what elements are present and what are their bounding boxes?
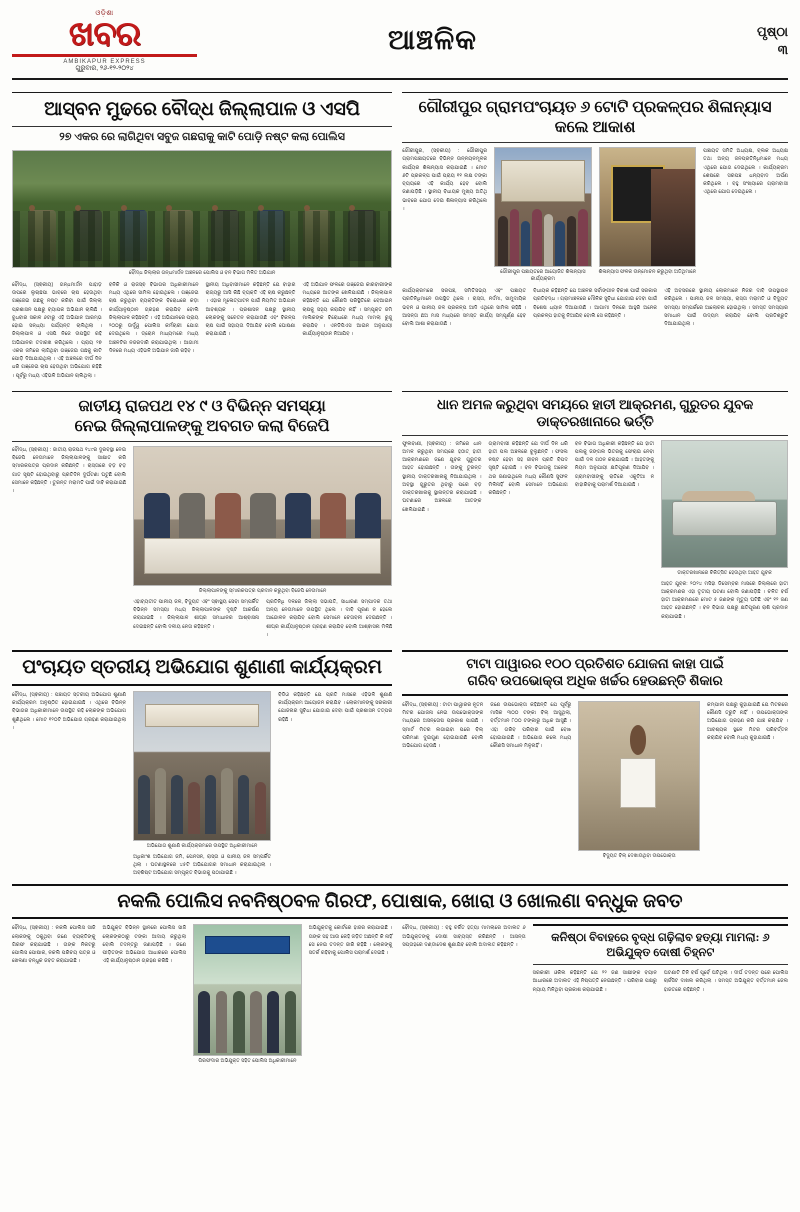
story2-col-5: ପଞ୍ଚାୟତ ସମିତି ଅଧ୍ୟକ୍ଷ, ବ୍ଲକ ଅଧ୍ୟକ୍ଷ ତଥା ଅନ୍ୟ ଜନପ୍ରତିନିଧିମାନେ ମଧ୍ୟ ଏଥିରେ ଯୋଗ ଦେଇଥିଲେ । କାର୍ଯ୍ୟକ୍ରମ ଶେଷରେ ସରପଞ୍ଚ ଧନ୍ୟବାଦ ଅର୍ପଣ କରିଥିଲେ । ବହୁ ସଂଖ୍ୟାରେ ଗ୍ରାମବାସୀ ଏଥିରେ ଯୋଗ ଦେଇଥିଲେ । (703, 148, 788, 196)
masthead (12, 10, 788, 80)
story7-banner (12, 884, 788, 920)
story5-col-1: ବୌଦ୍ଧ, (ସ୍ଵକୀୟ) : ପଞ୍ଚାୟତ ସ୍ତରୀୟ ଅଭିଯୋଗ ଶୁଣାଣି କାର୍ଯ୍ୟକ୍ରମ ଅନୁଷ୍ଠିତ ହୋଇଯାଇଛି । ଏଥିରେ ବିଭିନ୍ନ ବିଭାଗର ଅଧିକାରୀମାନେ ଉପସ୍ଥିତ ରହି ଲୋକଙ୍କ ଅଭିଯୋଗ ଶୁଣିଥିଲେ । ମୋଟ ୧୨୦ଟି ଅଭିଯୋଗ ଗ୍ରହଣ କରାଯାଇଥିଲା । (12, 691, 127, 731)
story3-body (12, 446, 392, 639)
story2-headline: ଗୌରୀପୁର ଗ୍ରାମପଂଚାୟତ ୬ ଟୋଟି ପ୍ରକଳ୍ପର ଶିଳାନ୍ୟାସ କଲେ ଆକାଶ (418, 99, 772, 136)
story4-headline: ଧାନ ଅମଳ କରୁଥିବା ସମୟରେ ହାତୀ ଆକ୍ରମଣ, ଗୁରୁତର ଯୁବକ ଡାକ୍ତରଖାନାରେ ଭର୍ତ୍ତି (436, 396, 754, 429)
divider (12, 92, 392, 93)
bottom-columns (12, 924, 788, 1065)
photo-bed (672, 501, 777, 536)
story4-side-text: ଆହତ ଯୁବକ: ୨୦୨୪ ମସିହା ଡିସେମ୍ବର ମାସରେ ଜିଲ୍ଲାରେ ହାତୀ ଆକ୍ରମଣର ଏହା ତୃତୀୟ ଘଟଣା ବୋଲି ଜଣାପଡ଼ିଛି । ଚଳିତ ବର୍ଷ ହାତୀ ଆକ୍ରମଣରେ ମୋଟ ୫ ଜଣଙ୍କ ମୃତ୍ୟୁ ଘଟିଛି ଏବଂ ୧୨ ଜଣ ଆହତ ହୋଇଛନ୍ତି । ବନ ବିଭାଗ ପକ୍ଷରୁ କ୍ଷତିପୂରଣ ରାଶି ପ୍ରଦାନ କରାଯାଇଛି । (661, 580, 788, 620)
story5-col-3: ବିଡିଓ କହିଛନ୍ତି ଯେ ପ୍ରତି ମାସରେ ଏହିଭଳି ଶୁଣାଣି କାର୍ଯ୍ୟକ୍ରମ ଆୟୋଜନ କରାଯିବ । ଲୋକମାନଙ୍କୁ ସରକାରୀ ଯୋଜନାର ସୁବିଧା ଯୋଗାଇ ଦେବା ପାଇଁ ପ୍ରଶାସନ ତତ୍ପର ରହିଛି । (278, 691, 393, 723)
story4-caption: ଡାକ୍ତରଖାନାରେ ଚିକିତ୍ସିତ ହେଉଥିବା ଆହତ ଯୁବକ (677, 569, 772, 576)
logo-subtitle: AMBIKAPUR EXPRESS (63, 58, 146, 65)
story3-photo (133, 446, 392, 586)
page-label: ପୃଷ୍ଠା (757, 24, 788, 39)
photo-crowd (495, 195, 591, 266)
photo-figure (651, 169, 695, 266)
story6-photo (578, 701, 700, 851)
story5-banner (12, 650, 392, 686)
story6-col-1: ବୌଦ୍ଧ, (ସ୍ଵକୀୟ) : ଟାଟା ପାୱାରର ନୂତନ ମିଟର ଯୋଜନା ନେଇ ଉପଭୋକ୍ତାଙ୍କ ମଧ୍ୟରେ ଅସନ୍ତୋଷ ପ୍ରକାଶ ପାଇଛି । ସ୍ମାର୍ଟ ମିଟର ଲଗାଇବା ପରେ ବିଲ୍ ପରିମାଣ ଦୁଇଗୁଣ ହୋଇଯାଇଛି ବୋଲି ଅଭିଯୋଗ ହେଉଛି । (402, 701, 484, 749)
story1-col-2: ବନିକି ଓ ରାଜସ୍ଵ ବିଭାଗର ଅଧିକାରୀମାନେ ମଧ୍ୟ ଏଥିରେ ସାମିଲ ହୋଇଥିଲେ । ଗଞ୍ଜେଇ ଚାଷ କରୁଥିବା ବ୍ୟକ୍ତିଙ୍କ ବିରୋଧରେ କଡ଼ା କାର୍ଯ୍ୟାନୁଷ୍ଠାନ ଗ୍ରହଣ କରାଯିବ ବୋଲି ଜିଲ୍ଲାପାଳ କହିଛନ୍ତି । ଏହି ଅଭିଯାନରେ ପ୍ରାୟ ୨୦୦ରୁ ଊର୍ଦ୍ଧ୍ୱ ପୋଲିସ କର୍ମଚାରୀ ଯୋଗ ଦେଇଥିଲେ । ଡ୍ରୋନ ମାଧ୍ୟମରେ ମଧ୍ୟ ଅଞ୍ଚଳଟିର ନଜରଦାରି କରାଯାଇଥିଲା । ଆଗାମୀ ଦିନରେ ମଧ୍ୟ ଏହିଭଳି ଅଭିଯାନ ଜାରି ରହିବ । (108, 281, 199, 354)
story4-col-3: ବନ ବିଭାଗ ଅଧିକାରୀ କହିଛନ୍ତି ଯେ ହାତୀ ପଲକୁ ଜଙ୍ଗଲ ଭିତରକୁ ଫେରାଇ ନେବା ପାଇଁ ଦଳ ଗଠନ କରାଯାଇଛି । ଆହତଙ୍କୁ ନିୟମ ଅନୁଯାୟୀ କ୍ଷତିପୂରଣ ଦିଆଯିବ । ଗ୍ରାମବାସୀଙ୍କୁ ରାତିରେ ଏକୁଟିଆ ନ ବାହାରିବାକୁ ପରାମର୍ଶ ଦିଆଯାଇଛି । (574, 440, 655, 488)
story8-headline: କନିଷ୍ଠା ବିବାହରେ ବୃଦ୍ଧ ଗଢ଼ିଲାବ ହତ୍ୟା ମାମଲା: ୬ ଅଭିଯୁକ୍ତ ଦୋଷୀ ଚିହ୍ନଟ (551, 932, 770, 959)
story1-photo (12, 150, 392, 268)
story-article-4 (402, 386, 788, 639)
story-article-8 (402, 924, 788, 1065)
story1-col-4: ଏହି ଅଭିଯାନ ଫଳରେ ଗଞ୍ଜେଇ କାରବାରୀଙ୍କ ମଧ୍ୟରେ ଆତଙ୍କ ଖେଳିଯାଇଛି । ଜିଲ୍ଲାପାଳ କହିଛନ୍ତି ଯେ କୌଣସି ପରିସ୍ଥିତିରେ ବେଆଇନ ଚାଷକୁ ସହ୍ୟ କରାଯିବ ନାହିଁ । ସମ୍ପୃକ୍ତ ଜମି ମାଲିକଙ୍କ ବିରୋଧରେ ମଧ୍ୟ ମାମଲା ରୁଜୁ କରାଯିବ । ଏନଡିପିଏସ ଆଇନ ଅନୁଯାୟୀ କାର୍ଯ୍ୟାନୁଷ୍ଠାନ ନିଆଯିବ । (302, 281, 393, 338)
divider (402, 391, 788, 392)
story5-caption: ଅଭିଯୋଗ ଶୁଣାଣି କାର୍ଯ୍ୟକ୍ରମରେ ଉପସ୍ଥିତ ଅଧିକାରୀମାନେ (146, 842, 258, 849)
story8-wrapper (402, 924, 788, 994)
third-row (12, 644, 788, 878)
story7-caption: ଗିରଫଦାର ଅଭିଯୁକ୍ତ ସହିତ ପୋଲିସ ଅଧିକାରୀମାନେ (198, 1058, 297, 1065)
story2-col-1: ଗୌରୀପୁର, (ସ୍ଵକୀୟ) : ଗୌରୀପୁର ଗ୍ରାମପଞ୍ଚାୟତରେ ବିଭିନ୍ନ ଉନ୍ନୟନମୂଳକ କାର୍ଯ୍ୟର ଶିଳାନ୍ୟାସ କରାଯାଇଛି । ମୋଟ ୬ଟି ପ୍ରକଳ୍ପ ପାଇଁ ପ୍ରାୟ ୧୧ ଲକ୍ଷ ଟଙ୍କା ବ୍ୟୟରେ ଏହି କାର୍ଯ୍ୟ ହେବ ବୋଲି ଜଣାପଡ଼ିଛି । ସ୍ଥାନୀୟ ବିଧାୟକ ମୁଖ୍ୟ ଅତିଥି ଭାବରେ ଯୋଗ ଦେଇ ଶିଳାନ୍ୟାସ କରିଥିଲେ । (402, 148, 488, 212)
story-article-1 (12, 87, 392, 380)
story2-photo-row (494, 147, 696, 283)
story1-col-3: ସ୍ଥାନୀୟ ଅଧିବାସୀମାନେ କହିଛନ୍ତି ଯେ ବାହାର ରାଜ୍ୟରୁ ଆସି କିଛି ବ୍ୟକ୍ତି ଏହି ଚାଷ କରୁଛନ୍ତି । ଏହାର ମୂଳୋତ୍ପାଟନ ପାଇଁ ନିୟମିତ ଅଭିଯାନ ଆବଶ୍ୟକ । ପ୍ରଶାସନ ପକ୍ଷରୁ ସ୍ଥାନୀୟ ଲୋକଙ୍କୁ ସଚେତନ କରାଯାଉଛି ଏବଂ ବିକଳ୍ପ ଚାଷ ପାଇଁ ସହାୟତା ଦିଆଯିବ ବୋଲି ଘୋଷଣା କରାଯାଇଛି । (205, 281, 296, 338)
story4-body (402, 440, 788, 621)
story6-headline-line2: ଗରିବ ଉପଭୋକ୍ତା ଅଧିକ ଖର୍ଚ୍ଚର ହେଉଛନ୍ତି ଶିକାର (467, 672, 723, 688)
story5-photo (133, 691, 271, 841)
photo-table (144, 538, 381, 574)
story7-col-3: ଅଭିଯୁକ୍ତକୁ କୋର୍ଟରେ ହାଜର କରାଯାଇଛି । ତାଙ୍କ ସହ ଆଉ କେହି ଜଡ଼ିତ ଅଛନ୍ତି କି ନାହିଁ ସେ ନେଇ ତଦନ୍ତ ଜାରି ରହିଛି । ଲୋକଙ୍କୁ ସତର୍କ ରହିବାକୁ ପୋଲିସ ପରାମର୍ଶ ଦେଇଛି । (308, 925, 393, 956)
photo-figures (28, 196, 376, 261)
story-article-7 (12, 924, 392, 1065)
story1-subhead: ୨୭ ଏକର ରେ ଲାଗିଥିବା ସବୁଜ ଗଛରାକୁ କାଟି ପୋଡ଼ି ନଷ୍ଟ କଲା ପୋଲିସ (59, 130, 345, 143)
story3-headline-line1: ଜାତୀୟ ରାଜପଥ ୧୪ ୯ ଓ ବିଭିନ୍ନ ସମସ୍ୟା (78, 397, 326, 415)
logo-date: ଗୁରୁବାର, ୨୬-୧୨-୨୦୨୪ (75, 64, 134, 72)
story5-col-2: ଅଧିକାଂଶ ଅଭିଯୋଗ ଜମି, ପେନସନ, ରାସ୍ତା ଓ ପାନୀୟ ଜଳ ସମ୍ପର୍କିତ ଥିଲା । ଘଟଣାସ୍ଥଳରେ ୪୫ଟି ଅଭିଯୋଗର ସମାଧାନ କରାଯାଇଥିଲା । ଅବଶିଷ୍ଟ ଅଭିଯୋଗ ସମ୍ପୃକ୍ତ ବିଭାଗକୁ ପଠାଯାଇଛି । (133, 853, 272, 877)
photo-banner (145, 704, 259, 728)
story7-photo (193, 924, 302, 1056)
story2-photo-left (494, 147, 592, 267)
story1-headline: ଆସ୍ବନ ମୁଢରେ ବୌଦ୍ଧ ଜିଲ୍ଲାପାଳ ଓ ଏସପି (44, 99, 361, 120)
page-number-block (668, 24, 788, 58)
story2-col-4: ଏହି ଅବସରରେ ସ୍ଥାନୀୟ ଲୋକମାନେ ନିଜର ଦାବି ଉପସ୍ଥାପନ କରିଥିଲେ । ପାନୀୟ ଜଳ ସମସ୍ୟା, ରାସ୍ତା ମରାମତି ଓ ବିଦ୍ୟୁତ ସମସ୍ୟା ସମ୍ପର୍କରେ ଆଲୋଚନା ହୋଇଥିଲା । ସମସ୍ତ ସମସ୍ୟାର ସମାଧାନ ପାଇଁ ଉଦ୍ୟମ କରାଯିବ ବୋଲି ପ୍ରତିଶ୍ରୁତି ଦିଆଯାଇଥିଲା । (664, 288, 788, 327)
photo-attendees (138, 757, 266, 834)
story8-col-3: ଘଟଣାଟି ତିନି ବର୍ଷ ପୂର୍ବେ ଘଟିଥିଲା । ଦୀର୍ଘ ତଦନ୍ତ ପରେ ପୋଲିସ ଚାର୍ଜସିଟ ଦାଖଲ କରିଥିଲା । ସମସ୍ତ ଅଭିଯୁକ୍ତ ବର୍ତ୍ତମାନ ଜେଲ ହାଜତରେ ରହିଛନ୍ତି । (663, 970, 789, 993)
divider (533, 964, 788, 965)
story1-col-1: ବୌଦ୍ଧ, (ସ୍ଵକୀୟ) ଗନ୍ଧମାର୍ଦ୍ଦନ ପାହାଡ଼ ଉପରେ ଲୁଚାଛପା ଭାବରେ ଚାଷ ହେଉଥିବା ଗଞ୍ଜେଇ ଗଛକୁ ନଷ୍ଟ କରିବା ପାଇଁ ଜିଲ୍ଲା ପ୍ରଶାସନ ପକ୍ଷରୁ ବ୍ୟାପକ ଅଭିଯାନ ଚାଲିଛି । ବୁଧବାର ସକାଳ ୬ଟାରୁ ଏହି ଅଭିଯାନ ଆରମ୍ଭ ହୋଇ ସନ୍ଧ୍ୟା ପର୍ଯ୍ୟନ୍ତ ଚାଲିଥିଲା । ଜିଲ୍ଲାପାଳ ଓ ଏସପି ନିଜେ ଉପସ୍ଥିତ ରହି ଅଭିଯାନର ତଦାରଖ କରିଥିଲେ । ପ୍ରାୟ ୨୭ ଏକର ଜମିରେ ଲାଗିଥିବା ଗଞ୍ଜେଇ ଗଛକୁ କାଟି ପୋଡ଼ି ଦିଆଯାଇଥିଲା । ଏହି ଅଞ୍ଚଳରେ ଦୀର୍ଘ ଦିନ ଧରି ଗଞ୍ଜେଇ ଚାଷ ହେଉଥିବା ଅଭିଯୋଗ ରହିଛି । ପୂର୍ବରୁ ମଧ୍ୟ ଏହିଭଳି ଅଭିଯାନ ଚାଲିଥିଲା । (12, 281, 102, 379)
photo-document (620, 758, 656, 808)
story2-col-3: ବିଧାୟକ କହିଛନ୍ତି ଯେ ଅଞ୍ଚଳର ସର୍ବାଙ୍ଗୀନ ବିକାଶ ପାଇଁ ସରକାର ପ୍ରତିବଦ୍ଧ । ଗ୍ରାମାଞ୍ଚଳରେ ମୌଳିକ ସୁବିଧା ଯୋଗାଇ ଦେବା ପାଇଁ ବିଶେଷ ଧ୍ୟାନ ଦିଆଯାଉଛି । ଆଗାମୀ ଦିନରେ ଆହୁରି ଅନେକ ପ୍ରକଳ୍ପ ହାତକୁ ନିଆଯିବ ବୋଲି ସେ କହିଛନ୍ତି । (533, 288, 658, 319)
story6-col-2: ଜଣେ ଉପଭୋକ୍ତା କହିଛନ୍ତି ଯେ ପୂର୍ବରୁ ମାସିକ ୩୦୦ ଟଙ୍କା ବିଲ୍ ଆସୁଥିଲା, ବର୍ତ୍ତମାନ ୮୦୦ ଟଙ୍କାରୁ ଅଧିକ ଆସୁଛି । ଏହା ଗରିବ ପରିବାର ପାଇଁ ବୋଝ ହୋଇଯାଇଛି । ଅଭିଯୋଗ କଲେ ମଧ୍ୟ କୌଣସି ସମାଧାନ ମିଳୁନାହିଁ । (490, 701, 572, 749)
page-number: ୩ (777, 42, 788, 57)
story3-caption: ଜିଲ୍ଲାପାଳଙ୍କୁ ସ୍ମାରକପତ୍ର ପ୍ରଦାନ କରୁଥିବା ବିଜେପି ନେତାମାନେ (198, 587, 327, 594)
story5-body (12, 691, 392, 878)
divider (12, 441, 392, 442)
story3-col-1: ବୌଦ୍ଧ, (ସ୍ଵକୀୟ) : ଜାତୀୟ ରାଜପଥ ୧୪୯ର ଦୁରବସ୍ଥା ନେଇ ବିଜେପି ନେତାମାନେ ଜିଲ୍ଲାପାଳଙ୍କୁ ସାକ୍ଷାତ କରି ସ୍ମାରକପତ୍ର ପ୍ରଦାନ କରିଛନ୍ତି । ରାସ୍ତାରେ ବଡ଼ ବଡ଼ ଗାତ ସୃଷ୍ଟି ହୋଇଥିବାରୁ ପ୍ରତିଦିନ ଦୁର୍ଘଟଣା ଘଟୁଛି ବୋଲି ସେମାନେ କହିଛନ୍ତି । ତୁରନ୍ତ ମରାମତି ପାଇଁ ଦାବି କରାଯାଇଛି । (12, 446, 127, 494)
police-station-sign (205, 936, 290, 954)
story3-col-2: ଏହାବ୍ୟତୀତ ପାନୀୟ ଜଳ, ବିଦ୍ୟୁତ ଏବଂ ସ୍ଵାସ୍ଥ୍ୟ ସେବା ସମ୍ପର୍କିତ ବିଭିନ୍ନ ସମସ୍ୟା ମଧ୍ୟ ଜିଲ୍ଲାପାଳଙ୍କ ଦୃଷ୍ଟି ଆକର୍ଷଣ କରାଯାଇଛି । ଜିଲ୍ଲାପାଳ ଶୀଘ୍ର ସମାଧାନର ଆଶ୍ଵାସନା ଦେଇଛନ୍ତି ବୋଲି ଦଳୀୟ ନେତା କହିଛନ୍ତି । (133, 598, 260, 630)
story7-body (12, 924, 392, 1065)
story-article-5 (12, 644, 392, 878)
story-article-2 (402, 87, 788, 380)
story6-headline-line1: ଟାଟା ପାୱାରର ୧୦୦ ପ୍ରତିଶତ ଯୋଜନା କାହା ପାଇଁ (466, 656, 724, 671)
story4-photo (661, 440, 788, 568)
story8-lead-col: ବୌଦ୍ଧ, (ସ୍ଵକୀୟ) : ବହୁ ଚର୍ଚ୍ଚିତ ହତ୍ୟା ମାମଲାରେ ଅଦାଲତ ୬ ଅଭିଯୁକ୍ତଙ୍କୁ ଦୋଷୀ ସାବ୍ୟସ୍ତ କରିଛନ୍ତି । ଆସନ୍ତା ସପ୍ତାହରେ ଦଣ୍ଡାଦେଶ ଶୁଣାଯିବ ବୋଲି ଅଦାଲତ କହିଛନ୍ତି । (402, 925, 526, 948)
top-row (12, 87, 788, 380)
story3-col-3: ପ୍ରତିନିଧି ଦଳରେ ଜିଲ୍ଲା ସଭାପତି, ସାଧାରଣ ସମ୍ପାଦକ ତଥା ଅନ୍ୟ ନେତାମାନେ ଉପସ୍ଥିତ ଥିଲେ । ଦାବି ପୂରଣ ନ ହେଲେ ଆନ୍ଦୋଳନ କରାଯିବ ବୋଲି ସେମାନେ ଚେତାବନୀ ଦେଇଛନ୍ତି । ଶୀଘ୍ର କାର୍ଯ୍ୟାନୁଷ୍ଠାନ ଗ୍ରହଣ କରାଯିବ ବୋଲି ଆଶ୍ଵାସନା ମିଳିଛି । (266, 598, 393, 638)
story1-caption: ବୌଦ୍ଧ ଜିଲ୍ଲାର ଗନ୍ଧମାର୍ଦ୍ଦନ ଅଞ୍ଚଳରେ ପୋଲିସ ଓ ବନ ବିଭାଗ ମିଳିତ ଅଭିଯାନ (128, 269, 276, 276)
logo-rule (12, 54, 197, 57)
photo-officers (198, 977, 296, 1052)
second-row (12, 386, 788, 639)
photo-people (144, 480, 381, 541)
divider (402, 142, 788, 143)
story6-banner (402, 650, 788, 696)
section-title: ଆଞ୍ଚଳିକ (388, 25, 477, 56)
story2-col-2: କାର୍ଯ୍ୟକ୍ରମରେ ସରପଞ୍ଚ, ସମିତିସଭ୍ୟ ଏବଂ ପଞ୍ଚାୟତ ପ୍ରତିନିଧିମାନେ ଉପସ୍ଥିତ ଥିଲେ । ରାସ୍ତା, ନର୍ଦ୍ଦମା, ସାମୁଦାୟିକ ଭବନ ଓ ପାନୀୟ ଜଳ ପ୍ରକଳ୍ପ ଆଦି ଏଥିରେ ସାମିଲ ରହିଛି । ଆସନ୍ତା ଛଅ ମାସ ମଧ୍ୟରେ ସମସ୍ତ କାର୍ଯ୍ୟ ସମ୍ପୂର୍ଣ୍ଣ ହେବ ବୋଲି ଆଶା କରାଯାଉଛି । (402, 288, 527, 327)
story2-photo-right (599, 147, 697, 267)
newspaper-logo (12, 10, 197, 73)
story7-col-1: ବୌଦ୍ଧ, (ସ୍ଵକୀୟ) : ନକଲି ପୋଲିସ ସାଜି ଲୋକଙ୍କୁ ଠକୁଥିବା ଜଣେ ବ୍ୟକ୍ତିଙ୍କୁ ଗିରଫ କରାଯାଇଛି । ତାଙ୍କ ନିକଟରୁ ପୋଲିସ ପୋଷାକ, ନକଲି ପରିଚୟ ପତ୍ର ଓ ଖେଳଣା ବନ୍ଧୁକ ଜବତ କରାଯାଇଛି । (12, 925, 96, 965)
story6-caption: ବିଦ୍ୟୁତ ବିଲ୍ ଦେଖାଉଥିବା ଉପଭୋକ୍ତା (602, 852, 676, 859)
bottom-row (12, 884, 788, 1066)
story4-col-2: ଗ୍ରାମବାସୀ କହିଛନ୍ତି ଯେ ଦୀର୍ଘ ଦିନ ଧରି ହାତୀ ପଲ ଅଞ୍ଚଳରେ ବୁଲୁଛନ୍ତି । ଫସଲ ନଷ୍ଟ ହେବା ସହ ଜୀବନ ପ୍ରତି ବିପଦ ସୃଷ୍ଟି ହୋଇଛି । ବନ ବିଭାଗକୁ ଅନେକ ଥର ଜଣାଇଥିଲେ ମଧ୍ୟ କୌଣସି ସୁଫଳ ମିଳିନାହିଁ ବୋଲି ସେମାନେ ଅଭିଯୋଗ କରିଛନ୍ତି । (488, 440, 568, 496)
divider (12, 391, 392, 392)
story2-bottom (402, 287, 788, 328)
story-article-6 (402, 644, 788, 878)
story3-headline-line2: ନେଇ ଜିଲ୍ଲାପାଳଙ୍କୁ ଅବଗତ କଲା ବିଜେପି (74, 417, 330, 435)
divider (12, 126, 392, 127)
story6-body (402, 701, 788, 860)
story7-col-2: ଅଭିଯୁକ୍ତ ବିଭିନ୍ନ ସ୍ଥାନରେ ପୋଲିସ ସାଜି ଲୋକଙ୍କଠାରୁ ଟଙ୍କା ଆଦାୟ କରୁଥିଲା ବୋଲି ତଦନ୍ତରୁ ଜଣାପଡ଼ିଛି । ଜଣେ ପୀଡ଼ିତଙ୍କ ଅଭିଯୋଗ ଆଧାରରେ ପୋଲିସ ଏହି କାର୍ଯ୍ୟାନୁଷ୍ଠାନ ଗ୍ରହଣ କରିଛି । (102, 925, 187, 965)
story6-col-3: କମ୍ପାନୀ ପକ୍ଷରୁ କୁହାଯାଇଛି ଯେ ମିଟରରେ କୌଣସି ତ୍ରୁଟି ନାହିଁ । ଉପଭୋକ୍ତାଙ୍କ ଅଭିଯୋଗ ଗ୍ରହଣ କରି ଯାଞ୍ଚ କରାଯିବ । ଆବଶ୍ୟକ ସ୍ଥଳେ ମିଟର ପରିବର୍ତ୍ତନ କରାଯିବ ବୋଲି ମଧ୍ୟ କୁହାଯାଇଛି । (706, 701, 789, 741)
story2-caption-left: ଗୌରୀପୁର ପଞ୍ଚାୟତରେ ଆୟୋଜିତ ଶିଳାନ୍ୟାସ କାର୍ଯ୍ୟକ୍ରମ (500, 269, 586, 282)
divider (402, 435, 788, 436)
story4-col-1: ଫୁଲବାଣୀ, (ସ୍ଵକୀୟ) : ଜମିରେ ଧାନ ଅମଳ କରୁଥିବା ସମୟରେ ହଠାତ୍ ହାତୀ ଆକ୍ରମଣରେ ଜଣେ ଯୁବକ ଗୁରୁତର ଆହତ ହୋଇଛନ୍ତି । ତାଙ୍କୁ ତୁରନ୍ତ ସ୍ଥାନୀୟ ଡାକ୍ତରଖାନାକୁ ନିଆଯାଇଥିଲା । ଅବସ୍ଥା ଗୁରୁତର ଥିବାରୁ ପରେ ବଡ଼ ଡାକ୍ତରଖାନାକୁ ସ୍ଥାନାନ୍ତର କରାଯାଇଛି । ଘଟଣାରେ ଅଞ୍ଚଳରେ ଆତଙ୍କ ଖେଳିଯାଇଛି । (402, 440, 482, 513)
story7-headline: ନକଲି ପୋଲିସ ନବନିଷ୍ଠବଳ ଗିରଫ, ପୋଷାକ, ଖୋରା ଓ ଖୋଲଣା ବନ୍ଧୁକ ଜବତ (117, 890, 683, 912)
story2-top (402, 147, 788, 283)
story1-columns (12, 281, 392, 380)
divider (533, 924, 788, 926)
photo-person-head (630, 725, 647, 755)
divider (402, 92, 788, 93)
logo-wordmark: ଖବର (68, 15, 141, 53)
story8-col-2: ସରକାରୀ ଓକିଲ କହିଛନ୍ତି ଯେ ୨୨ ଜଣ ସାକ୍ଷୀଙ୍କ ବୟାନ ଆଧାରରେ ଅଦାଲତ ଏହି ନିଷ୍ପତ୍ତି ନେଇଛନ୍ତି । ପରିବାର ପକ୍ଷରୁ ନ୍ୟାୟ ମିଳିଥିବା ପ୍ରକାଶ କରାଯାଇଛି । (532, 970, 657, 993)
story-article-3 (12, 386, 392, 639)
story5-headline: ପଂଚାୟତ ସ୍ତରୀୟ ଅଭିଯୋଗ ଶୁଣାଣୀ କାର୍ଯ୍ୟକ୍ରମ (22, 657, 382, 678)
logo-top-text: ଓଡ଼ିଶା (95, 9, 114, 17)
story2-caption-right: ଶିଳାନ୍ୟାସ ଫଳକ ଉନ୍ମୋଚନ କରୁଥିବା ଅତିଥିମାନେ (598, 269, 697, 275)
